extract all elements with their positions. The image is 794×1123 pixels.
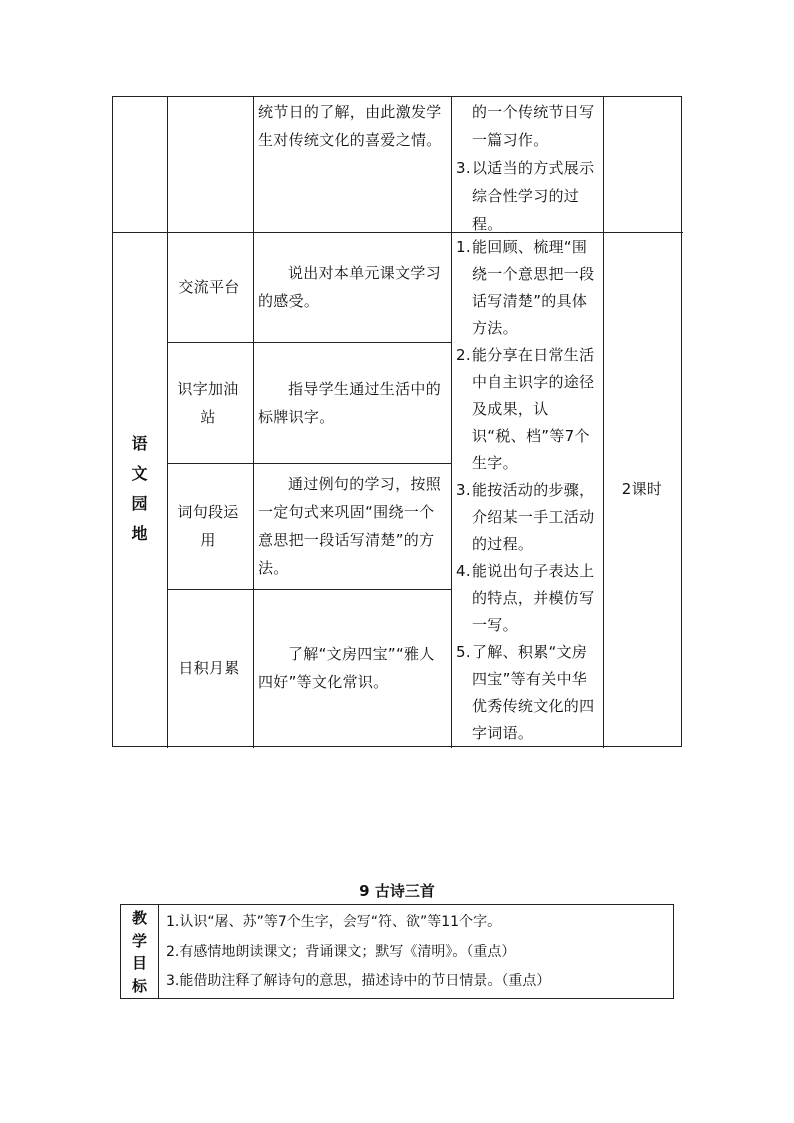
goal-item: 1.认识“屠、苏”等7个生字，会写“符、欲”等11个字。: [166, 914, 502, 930]
goal-item: 3.能借助注释了解诗句的意思，描述诗中的节日情景。（重点）: [166, 973, 551, 989]
yuandi-objectives: [456, 234, 598, 747]
col-divider: [451, 97, 452, 748]
subitem-name: 交流平台: [178, 278, 240, 296]
objective-item: 的一个传统节日写一篇习作。: [472, 103, 595, 149]
subitem-desc: 了解“文房四宝”“雅人四好”等文化常识。: [258, 645, 435, 691]
class-hours: 2课时: [621, 480, 663, 498]
subitem-name: 识字加油站: [177, 379, 239, 426]
top-objectives: [456, 98, 596, 238]
objective-item: 1. 能回顾、梳理“围绕一个意思把一段话写清楚”的具体方法。: [456, 238, 595, 337]
subitem-desc: 说出对本单元课文学习的感受。: [258, 264, 442, 310]
col-divider: [253, 97, 254, 748]
goal-item: 2.有感情地朗读课文；背诵课文；默写《清明》。（重点）: [166, 943, 516, 960]
subitem-name: 日积月累: [178, 659, 240, 677]
top-goal-text: 统节日的了解，由此激发学生对传统文化的喜爱之情。: [258, 103, 442, 149]
subitem-name: 词句段运用: [177, 503, 239, 549]
lesson-title: 9 古诗三首: [359, 882, 435, 900]
objective-item: 2. 能分享在日常生活中自主识字的途径及成果，认识“税、档”等7个生字。: [456, 346, 595, 472]
teaching-goals-label: 教 学 目 标: [121, 905, 159, 998]
objective-item: 5. 了解、积累“文房四宝”等有关中华优秀传统文化的四字词语。: [456, 643, 595, 742]
subitem-desc: 指导学生通过生活中的标牌识字。: [258, 379, 442, 426]
objective-item: 3. 能按活动的步骤，介绍某一手工活动的过程。: [456, 481, 595, 553]
teaching-goals-list: [166, 908, 550, 997]
col-divider: [167, 97, 168, 748]
objective-item: 4. 能说出句子表达上的特点，并模仿写一写。: [456, 562, 595, 634]
teaching-goals-table: [120, 904, 674, 999]
objective-item: 3. 以适当的方式展示综合性学习的过程。: [456, 159, 595, 233]
subitem-desc: 通过例句的学习，按照一定句式来巩固“围绕一个意思把一段话写清楚”的方法。: [258, 475, 442, 577]
section-label-yuwen-yuandi: 语 文 园 地: [131, 434, 148, 543]
